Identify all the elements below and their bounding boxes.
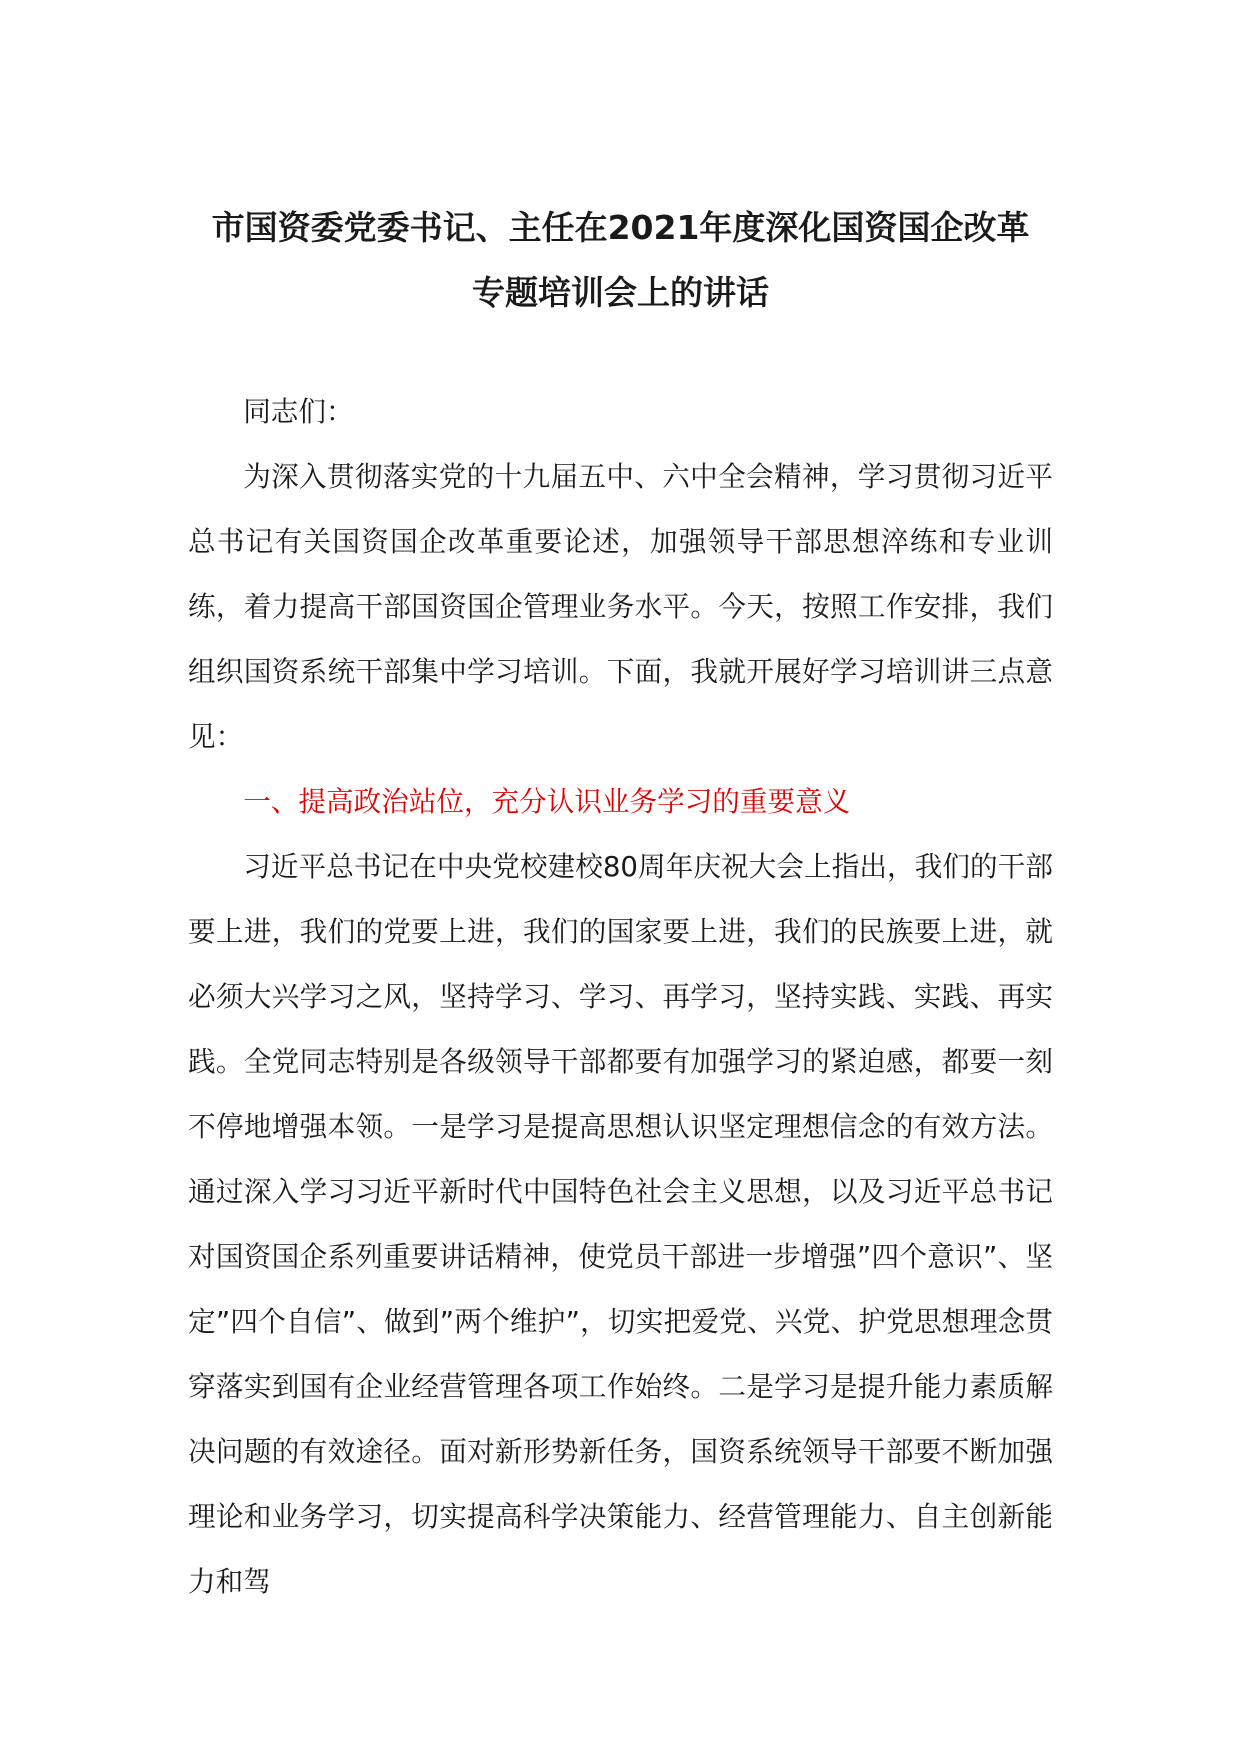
greeting: 同志们： bbox=[243, 395, 354, 428]
title-line-1: 市国资委党委书记、主任在2021年度深化国资国企改革 bbox=[211, 208, 1030, 247]
section-1-heading: 一、提高政治站位，充分认识业务学习的重要意义 bbox=[243, 785, 851, 818]
document-title bbox=[188, 195, 1053, 325]
title-line-2: 专题培训会上的讲话 bbox=[472, 273, 769, 312]
document-body bbox=[188, 195, 1053, 1614]
section-1-paragraph: 习近平总书记在中央党校建校80周年庆祝大会上指出，我们的干部要上进，我们的党要上进，我们的国家要上进，我们的民族要上进，就必须大兴学习之风，坚持学习、学习、再学习，坚持实践、实践、再实践。全党同志特别是各级领导干部都要有加强学习的紧迫感，都要一刻不停地增强本领。一是学习是提高思想认识坚定理想信念的有效方法。通过深入学习习近平新时代中国特色社会主义思想，以及习近平总书记对国资国企系列重要讲话精神，使党员干部进一步增强”四个意识”、坚定”四个自信”、做到”两个维护”，切实把爱党、兴党、护党思想理念贯穿落实到国有企业经营管理各项工作始终。二是学习是提升能力素质解决问题的有效途径。面对新形势新任务，国资系统领导干部要不断加强理论和业务学习，切实提高科学决策能力、经营管理能力、自主创新能力和驾 bbox=[188, 850, 1053, 1598]
intro-paragraph: 为深入贯彻落实党的十九届五中、六中全会精神，学习贯彻习近平总书记有关国资国企改革重要论述，加强领导干部思想淬练和专业训练，着力提高干部国资国企管理业务水平。今天，按照工作安排，我们组织国资系统干部集中学习培训。下面，我就开展好学习培训讲三点意见： bbox=[188, 460, 1053, 753]
